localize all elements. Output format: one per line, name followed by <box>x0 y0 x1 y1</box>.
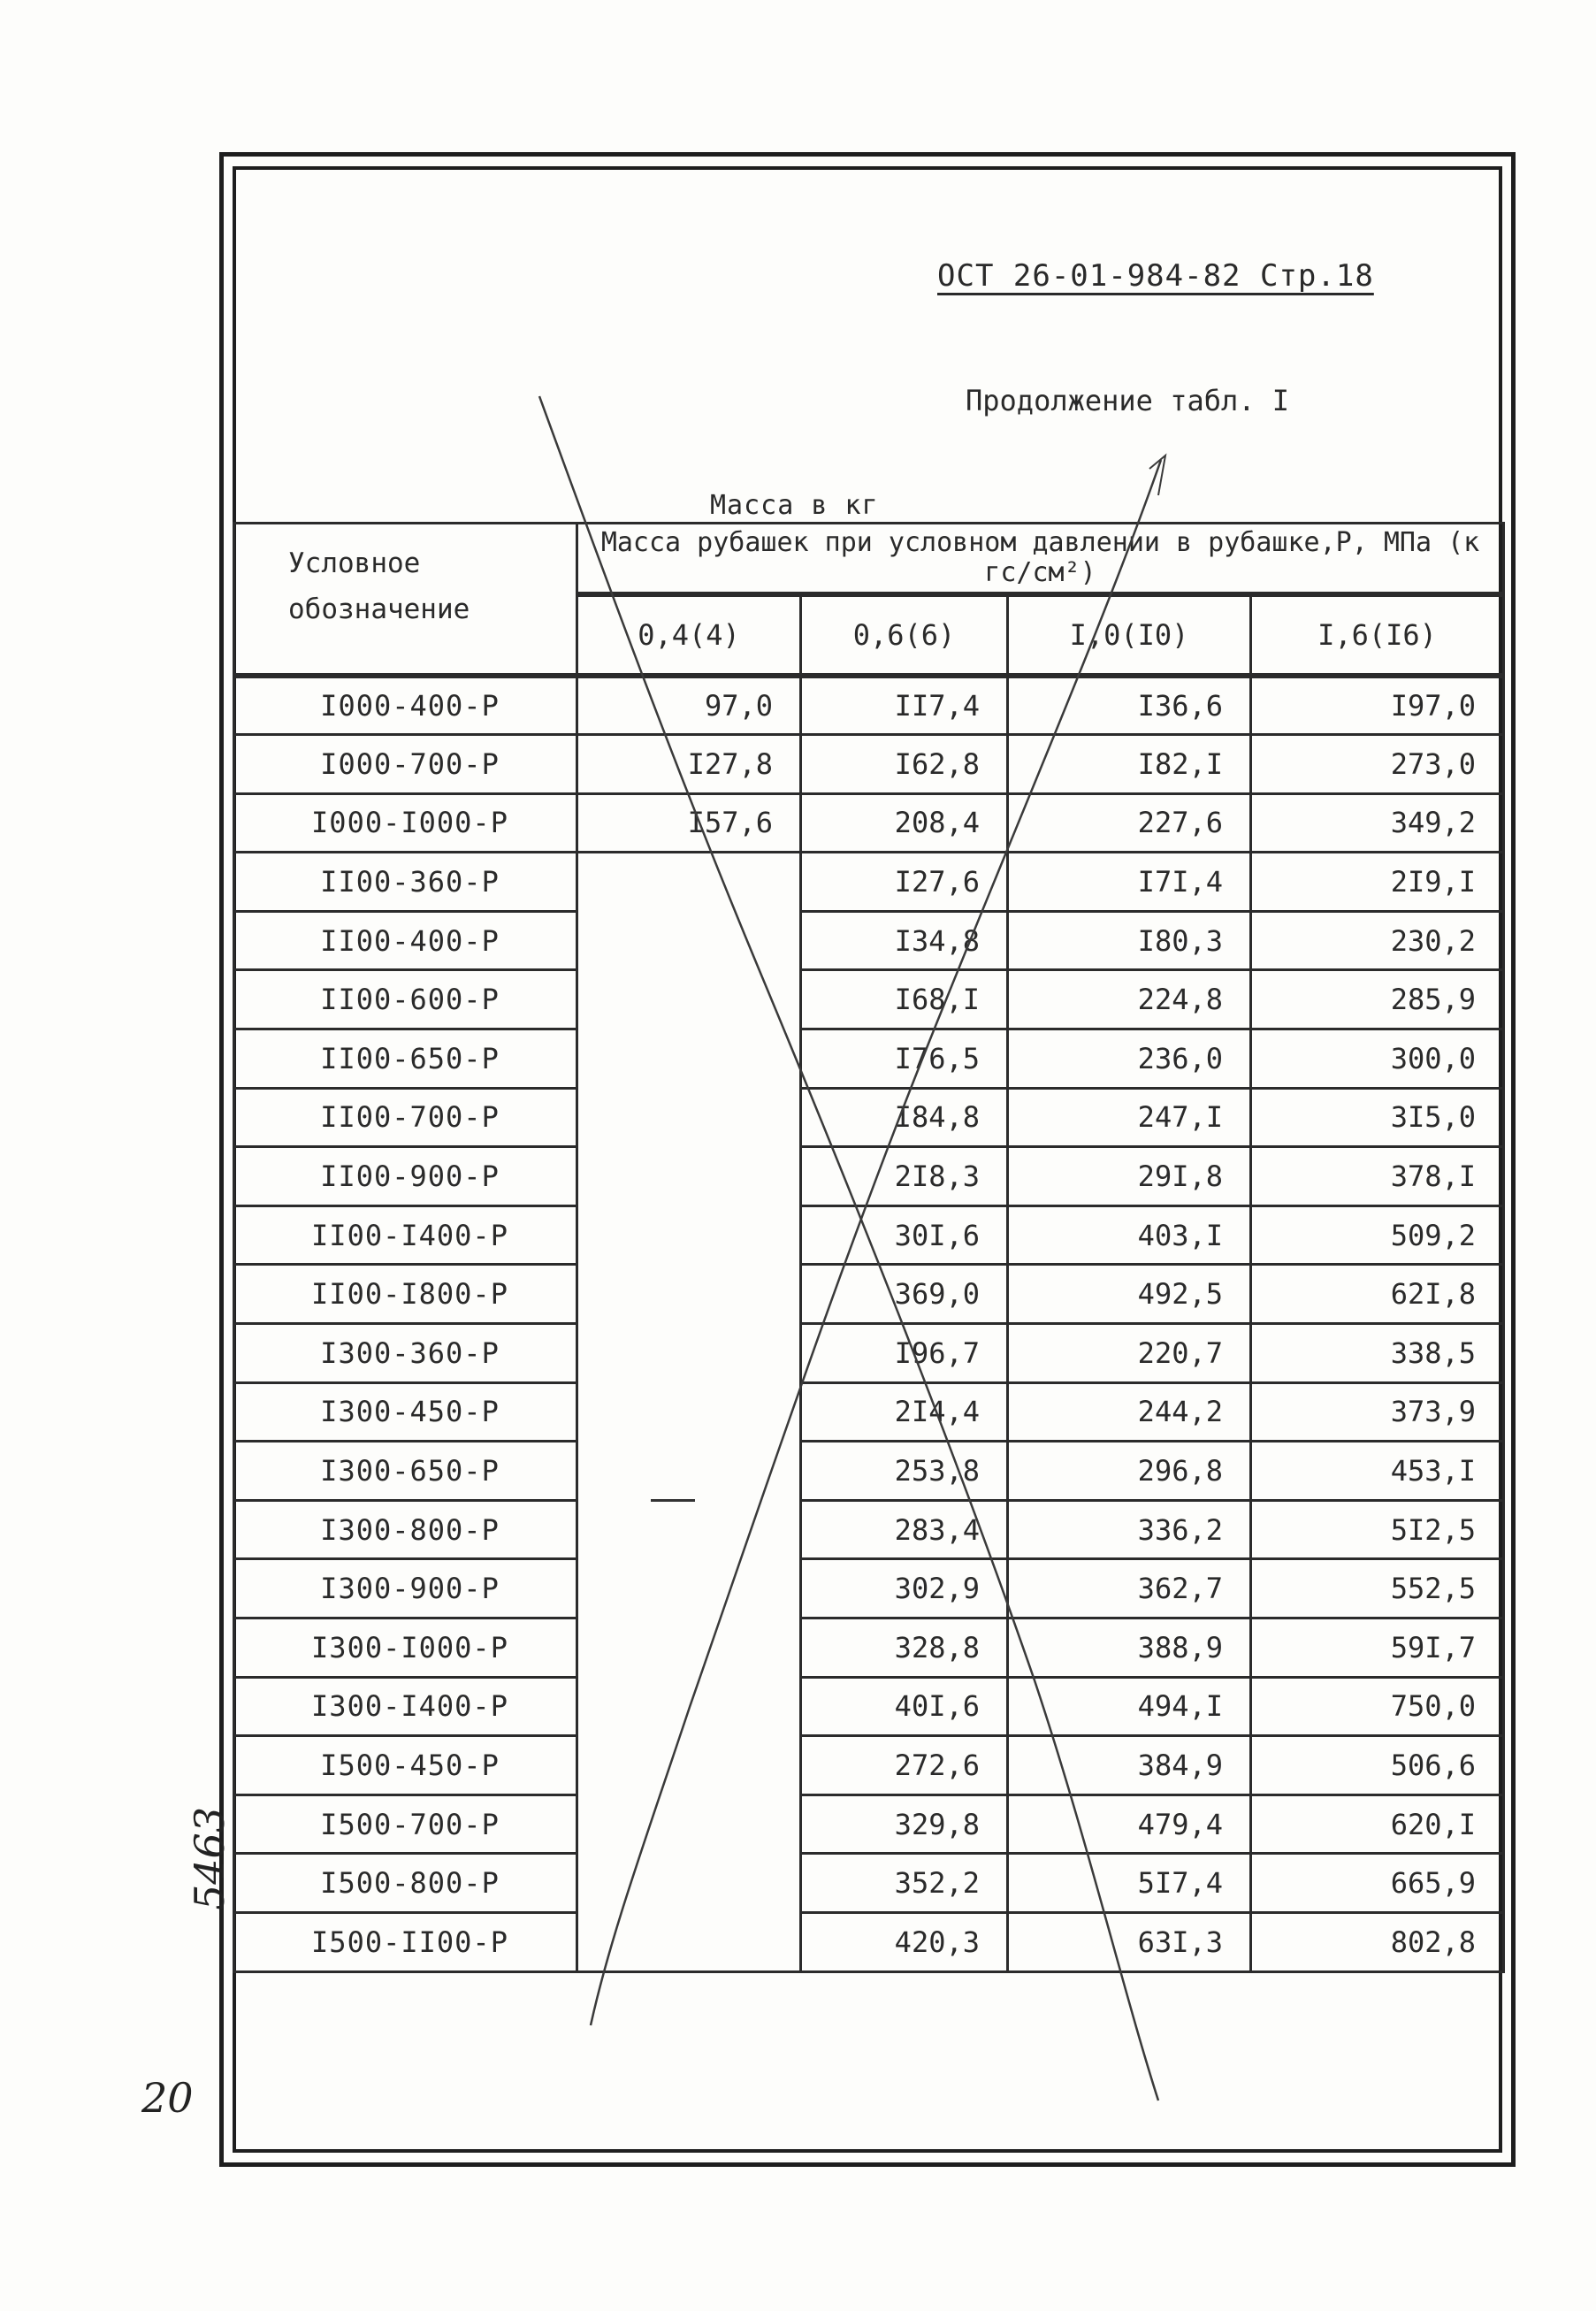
mass-cell-1-6: 750,0 <box>1251 1677 1504 1736</box>
mass-table <box>233 522 1505 1973</box>
mass-cell-1-0: 63I,3 <box>1008 1912 1251 1971</box>
designation-cell: I500-800-Р <box>234 1854 577 1913</box>
column-header-pressure: I,6(I6) <box>1251 594 1504 676</box>
mass-cell-1-6: 552,5 <box>1251 1559 1504 1618</box>
mass-cell-0-6: 352,2 <box>801 1854 1008 1913</box>
mass-cell-0-6: 420,3 <box>801 1912 1008 1971</box>
table-row <box>234 793 1504 853</box>
table-row <box>234 1677 1504 1736</box>
mass-cell-0-6: II7,4 <box>801 676 1008 735</box>
mass-cell-0-6: I84,8 <box>801 1088 1008 1147</box>
table-row <box>234 1736 1504 1795</box>
mass-cell-1-0: 247,I <box>1008 1088 1251 1147</box>
table-row <box>234 1382 1504 1442</box>
table-row <box>234 1559 1504 1618</box>
mass-unit-caption: Масса в кг <box>710 490 879 521</box>
mass-cell-1-6: 349,2 <box>1251 793 1504 853</box>
mass-cell-1-0: 224,8 <box>1008 970 1251 1029</box>
mass-cell-0-6: I34,8 <box>801 911 1008 970</box>
mass-cell-1-0: 492,5 <box>1008 1265 1251 1324</box>
mass-cell-0-6: 272,6 <box>801 1736 1008 1795</box>
mass-cell-0-6: 2I4,4 <box>801 1382 1008 1442</box>
table-row <box>234 1794 1504 1854</box>
mass-cell-0-4: I27,8 <box>577 735 801 794</box>
mass-cell-1-0: 494,I <box>1008 1677 1251 1736</box>
table-row <box>234 1147 1504 1206</box>
mass-cell-1-0: I80,3 <box>1008 911 1251 970</box>
mass-cell-0-6: 328,8 <box>801 1618 1008 1678</box>
mass-table-body <box>234 676 1504 1971</box>
mass-cell-0-4: I57,6 <box>577 793 801 853</box>
mass-cell-1-0: I7I,4 <box>1008 853 1251 912</box>
table-row <box>234 1029 1504 1089</box>
designation-cell: I500-700-Р <box>234 1794 577 1854</box>
mass-cell-1-6: 62I,8 <box>1251 1265 1504 1324</box>
designation-cell: II00-I800-Р <box>234 1265 577 1324</box>
mass-cell-0-6: I76,5 <box>801 1029 1008 1089</box>
column-header-designation: Условное обозначение <box>234 524 577 677</box>
mass-cell-0-4: 97,0 <box>577 676 801 735</box>
table-continuation-caption: Продолжение табл. I <box>966 384 1290 417</box>
designation-cell: I300-450-Р <box>234 1382 577 1442</box>
table-row <box>234 970 1504 1029</box>
mass-cell-1-6: 5I2,5 <box>1251 1500 1504 1559</box>
mass-cell-1-0: I82,I <box>1008 735 1251 794</box>
mass-cell-1-0: 384,9 <box>1008 1736 1251 1795</box>
table-row <box>234 1854 1504 1913</box>
mass-cell-0-6: I27,6 <box>801 853 1008 912</box>
mass-cell-1-0: 236,0 <box>1008 1029 1251 1089</box>
mass-cell-1-0: I36,6 <box>1008 676 1251 735</box>
mass-cell-0-6: 253,8 <box>801 1442 1008 1501</box>
mass-cell-0-6: I96,7 <box>801 1324 1008 1383</box>
column-header-pressure: 0,6(6) <box>801 594 1008 676</box>
page-number: 20 <box>141 2074 194 2122</box>
mass-cell-1-0: 5I7,4 <box>1008 1854 1251 1913</box>
mass-cell-0-6: 329,8 <box>801 1794 1008 1854</box>
designation-cell: I300-650-Р <box>234 1442 577 1501</box>
mass-cell-1-0: 479,4 <box>1008 1794 1251 1854</box>
mass-cell-1-0: 336,2 <box>1008 1500 1251 1559</box>
margin-archive-number: 5463 <box>186 1806 233 1910</box>
designation-cell: I000-700-Р <box>234 735 577 794</box>
mass-cell-1-6: 378,I <box>1251 1147 1504 1206</box>
mass-cell-1-6: 453,I <box>1251 1442 1504 1501</box>
mass-cell-1-6: 373,9 <box>1251 1382 1504 1442</box>
mass-cell-0-6: 369,0 <box>801 1265 1008 1324</box>
designation-cell: II00-I400-Р <box>234 1205 577 1265</box>
mass-cell-1-6: 59I,7 <box>1251 1618 1504 1678</box>
mass-table-wrapper <box>233 522 1502 1973</box>
table-row <box>234 735 1504 794</box>
column-group-header-pressure: Масса рубашек при условном давлении в рубашке,Р, МПа (к гс/см²) <box>577 524 1504 595</box>
mass-cell-1-6: 230,2 <box>1251 911 1504 970</box>
designation-cell: II00-700-Р <box>234 1088 577 1147</box>
mass-cell-1-6: 338,5 <box>1251 1324 1504 1383</box>
column-header-pressure: I,0(I0) <box>1008 594 1251 676</box>
designation-cell: I300-800-Р <box>234 1500 577 1559</box>
mass-cell-0-6: 40I,6 <box>801 1677 1008 1736</box>
table-row <box>234 911 1504 970</box>
mass-cell-1-0: 29I,8 <box>1008 1147 1251 1206</box>
designation-cell: II00-360-Р <box>234 853 577 912</box>
designation-cell: II00-400-Р <box>234 911 577 970</box>
designation-cell: I500-II00-Р <box>234 1912 577 1971</box>
column-header-pressure: 0,4(4) <box>577 594 801 676</box>
table-row <box>234 853 1504 912</box>
designation-cell: I000-400-Р <box>234 676 577 735</box>
table-row <box>234 1442 1504 1501</box>
mass-cell-1-0: 362,7 <box>1008 1559 1251 1618</box>
dash-mark <box>651 1499 695 1502</box>
table-row <box>234 1088 1504 1147</box>
mass-cell-0-6: 283,4 <box>801 1500 1008 1559</box>
mass-cell-1-0: 403,I <box>1008 1205 1251 1265</box>
mass-cell-0-6: 30I,6 <box>801 1205 1008 1265</box>
mass-cell-1-6: 506,6 <box>1251 1736 1504 1795</box>
mass-cell-1-0: 296,8 <box>1008 1442 1251 1501</box>
mass-cell-1-6: I97,0 <box>1251 676 1504 735</box>
mass-cell-1-6: 300,0 <box>1251 1029 1504 1089</box>
designation-cell: I300-I000-Р <box>234 1618 577 1678</box>
mass-cell-1-6: 3I5,0 <box>1251 1088 1504 1147</box>
mass-cell-1-6: 509,2 <box>1251 1205 1504 1265</box>
mass-cell-1-6: 620,I <box>1251 1794 1504 1854</box>
designation-cell: II00-650-Р <box>234 1029 577 1089</box>
mass-cell-1-6: 285,9 <box>1251 970 1504 1029</box>
mass-cell-1-0: 220,7 <box>1008 1324 1251 1383</box>
table-row <box>234 1500 1504 1559</box>
mass-cell-0-6: 302,9 <box>801 1559 1008 1618</box>
mass-cell-1-6: 273,0 <box>1251 735 1504 794</box>
table-row <box>234 1324 1504 1383</box>
table-row <box>234 676 1504 735</box>
table-row <box>234 1618 1504 1678</box>
mass-cell-1-0: 227,6 <box>1008 793 1251 853</box>
table-row <box>234 1205 1504 1265</box>
mass-cell-1-6: 665,9 <box>1251 1854 1504 1913</box>
designation-cell: I300-900-Р <box>234 1559 577 1618</box>
designation-cell: II00-900-Р <box>234 1147 577 1206</box>
mass-cell-0-6: I62,8 <box>801 735 1008 794</box>
designation-cell: II00-600-Р <box>234 970 577 1029</box>
designation-cell: I300-I400-Р <box>234 1677 577 1736</box>
designation-cell: I000-I000-Р <box>234 793 577 853</box>
mass-cell-0-6: I68,I <box>801 970 1008 1029</box>
mass-cell-1-0: 388,9 <box>1008 1618 1251 1678</box>
mass-cell-1-0: 244,2 <box>1008 1382 1251 1442</box>
mass-cell-1-6: 2I9,I <box>1251 853 1504 912</box>
designation-cell: I300-360-Р <box>234 1324 577 1383</box>
mass-cell-0-6: 2I8,3 <box>801 1147 1008 1206</box>
table-row <box>234 1265 1504 1324</box>
mass-cell-1-6: 802,8 <box>1251 1912 1504 1971</box>
designation-cell: I500-450-Р <box>234 1736 577 1795</box>
blank-cell-0-4 <box>577 853 801 1971</box>
mass-cell-0-6: 208,4 <box>801 793 1008 853</box>
table-row <box>234 1912 1504 1971</box>
standard-reference: ОСТ 26-01-984-82 Стр.18 <box>937 258 1374 294</box>
